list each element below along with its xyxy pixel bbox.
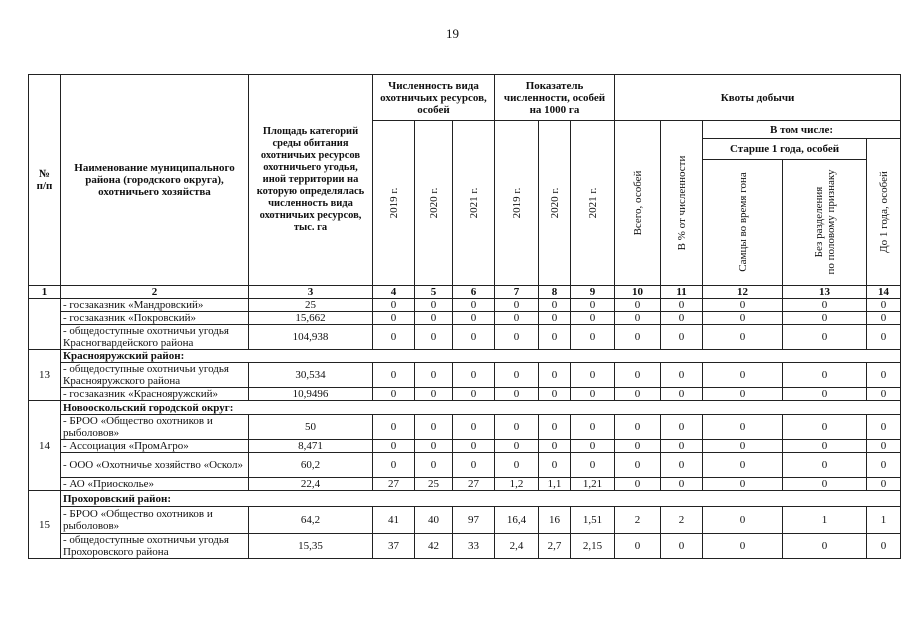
column-number: 4 bbox=[373, 286, 415, 299]
row-value: 0 bbox=[571, 440, 615, 453]
row-value: 1,21 bbox=[571, 478, 615, 491]
table-row bbox=[29, 453, 901, 478]
header-quotas: Квоты добычи bbox=[615, 75, 901, 121]
district-row bbox=[29, 350, 901, 363]
row-value: 104,938 bbox=[249, 325, 373, 350]
district-row bbox=[29, 401, 901, 415]
row-value: 0 bbox=[495, 325, 539, 350]
row-value: 0 bbox=[661, 440, 703, 453]
row-value: 16,4 bbox=[495, 507, 539, 534]
row-value: 0 bbox=[703, 363, 783, 388]
row-value: 0 bbox=[867, 388, 901, 401]
column-number: 11 bbox=[661, 286, 703, 299]
row-value: 37 bbox=[373, 534, 415, 559]
row-value: 0 bbox=[495, 312, 539, 325]
row-value: 0 bbox=[867, 325, 901, 350]
row-value: 0 bbox=[539, 453, 571, 478]
row-value: 0 bbox=[783, 363, 867, 388]
column-numbers-row bbox=[29, 286, 901, 299]
row-name: - Ассоциация «ПромАгро» bbox=[61, 440, 249, 453]
table-row bbox=[29, 478, 901, 491]
row-value: 0 bbox=[453, 325, 495, 350]
row-value: 1,2 bbox=[495, 478, 539, 491]
row-value: 0 bbox=[661, 453, 703, 478]
district-name: Краснояружский район: bbox=[61, 350, 901, 363]
header-y2019-pop: 2019 г. bbox=[373, 121, 415, 286]
row-value: 2 bbox=[615, 507, 661, 534]
row-value: 0 bbox=[867, 312, 901, 325]
row-name: - БРОО «Общество охотников и рыболовов» bbox=[61, 507, 249, 534]
row-value: 2 bbox=[661, 507, 703, 534]
row-value: 0 bbox=[615, 453, 661, 478]
row-value: 0 bbox=[867, 440, 901, 453]
row-value: 16 bbox=[539, 507, 571, 534]
row-value: 2,15 bbox=[571, 534, 615, 559]
district-row bbox=[29, 491, 901, 507]
row-value: 0 bbox=[453, 453, 495, 478]
row-value: 0 bbox=[373, 325, 415, 350]
row-value: 2,4 bbox=[495, 534, 539, 559]
row-value: 0 bbox=[783, 388, 867, 401]
header-including: В том числе: bbox=[703, 121, 901, 139]
row-value: 27 bbox=[453, 478, 495, 491]
row-value: 0 bbox=[661, 534, 703, 559]
row-value: 0 bbox=[373, 388, 415, 401]
row-value: 0 bbox=[539, 299, 571, 312]
row-name: - общедоступные охотничьи угодья Красногвардейского района bbox=[61, 325, 249, 350]
row-value: 0 bbox=[495, 440, 539, 453]
row-value: 0 bbox=[539, 363, 571, 388]
row-value: 10,9496 bbox=[249, 388, 373, 401]
row-value: 0 bbox=[615, 299, 661, 312]
row-value: 27 bbox=[373, 478, 415, 491]
column-number: 6 bbox=[453, 286, 495, 299]
row-name: - госзаказник «Краснояружский» bbox=[61, 388, 249, 401]
row-value: 0 bbox=[539, 440, 571, 453]
row-value: 60,2 bbox=[249, 453, 373, 478]
row-index bbox=[29, 299, 61, 350]
table-row bbox=[29, 363, 901, 388]
row-value: 0 bbox=[783, 299, 867, 312]
table-row bbox=[29, 534, 901, 559]
table-row bbox=[29, 415, 901, 440]
column-number: 1 bbox=[29, 286, 61, 299]
row-value: 0 bbox=[783, 478, 867, 491]
row-name: - госзаказник «Мандровский» bbox=[61, 299, 249, 312]
row-value: 0 bbox=[661, 388, 703, 401]
row-value: 8,471 bbox=[249, 440, 373, 453]
row-value: 1,51 bbox=[571, 507, 615, 534]
row-value: 0 bbox=[415, 325, 453, 350]
row-value: 30,534 bbox=[249, 363, 373, 388]
row-value: 0 bbox=[783, 312, 867, 325]
row-value: 0 bbox=[571, 415, 615, 440]
row-value: 0 bbox=[453, 440, 495, 453]
row-value: 15,662 bbox=[249, 312, 373, 325]
row-value: 22,4 bbox=[249, 478, 373, 491]
row-value: 0 bbox=[661, 415, 703, 440]
row-value: 1 bbox=[783, 507, 867, 534]
row-value: 0 bbox=[615, 534, 661, 559]
row-value: 0 bbox=[571, 363, 615, 388]
row-value: 0 bbox=[415, 312, 453, 325]
row-value: 0 bbox=[373, 415, 415, 440]
row-value: 0 bbox=[373, 453, 415, 478]
header-name: Наименование муниципального района (городского округа), охотничьего хозяйства bbox=[61, 75, 249, 286]
row-value: 15,35 bbox=[249, 534, 373, 559]
row-value: 0 bbox=[703, 534, 783, 559]
row-value: 0 bbox=[615, 415, 661, 440]
table-row bbox=[29, 507, 901, 534]
row-value: 0 bbox=[661, 478, 703, 491]
row-value: 41 bbox=[373, 507, 415, 534]
row-value: 0 bbox=[661, 325, 703, 350]
column-number: 3 bbox=[249, 286, 373, 299]
header-y2021-pop: 2021 г. bbox=[453, 121, 495, 286]
row-index: 14 bbox=[29, 401, 61, 491]
column-number: 8 bbox=[539, 286, 571, 299]
row-value: 0 bbox=[661, 363, 703, 388]
row-value: 0 bbox=[703, 299, 783, 312]
row-value: 2,7 bbox=[539, 534, 571, 559]
row-name: - общедоступные охотничьи угодья Прохоровского района bbox=[61, 534, 249, 559]
row-value: 0 bbox=[867, 415, 901, 440]
row-value: 1 bbox=[867, 507, 901, 534]
row-value: 0 bbox=[453, 312, 495, 325]
row-value: 0 bbox=[373, 440, 415, 453]
row-value: 0 bbox=[415, 440, 453, 453]
header-nosex: Без разделения по половому признаку bbox=[783, 159, 867, 286]
row-value: 0 bbox=[571, 312, 615, 325]
table-row bbox=[29, 325, 901, 350]
table-body bbox=[29, 299, 901, 559]
row-value: 0 bbox=[495, 388, 539, 401]
row-value: 0 bbox=[867, 453, 901, 478]
row-name: - общедоступные охотничьи угодья Краснояружского района bbox=[61, 363, 249, 388]
row-value: 0 bbox=[415, 415, 453, 440]
row-name: - АО «Приосколье» bbox=[61, 478, 249, 491]
row-value: 0 bbox=[453, 388, 495, 401]
row-index: 13 bbox=[29, 350, 61, 401]
row-value: 0 bbox=[539, 415, 571, 440]
row-value: 0 bbox=[571, 453, 615, 478]
column-number: 14 bbox=[867, 286, 901, 299]
row-value: 0 bbox=[703, 440, 783, 453]
row-value: 0 bbox=[703, 453, 783, 478]
row-value: 97 bbox=[453, 507, 495, 534]
row-value: 0 bbox=[495, 299, 539, 312]
row-value: 0 bbox=[415, 363, 453, 388]
table-row bbox=[29, 440, 901, 453]
row-value: 0 bbox=[615, 478, 661, 491]
row-value: 0 bbox=[453, 415, 495, 440]
row-value: 0 bbox=[615, 312, 661, 325]
row-value: 0 bbox=[867, 478, 901, 491]
row-value: 25 bbox=[415, 478, 453, 491]
row-value: 0 bbox=[661, 312, 703, 325]
row-value: 0 bbox=[703, 507, 783, 534]
header-y2020-den: 2020 г. bbox=[539, 121, 571, 286]
row-value: 0 bbox=[783, 534, 867, 559]
column-number: 13 bbox=[783, 286, 867, 299]
row-value: 0 bbox=[703, 325, 783, 350]
row-value: 0 bbox=[783, 415, 867, 440]
header-y2019-den: 2019 г. bbox=[495, 121, 539, 286]
row-value: 33 bbox=[453, 534, 495, 559]
row-value: 0 bbox=[615, 388, 661, 401]
row-value: 0 bbox=[415, 299, 453, 312]
row-value: 42 bbox=[415, 534, 453, 559]
row-value: 0 bbox=[415, 388, 453, 401]
row-value: 0 bbox=[373, 363, 415, 388]
header-area: Площадь категорий среды обитания охотничьих ресурсов охотничьего угодья, иной территории на которую определялась численность вида охотничьих ресурсов, тыс. га bbox=[249, 75, 373, 286]
row-value: 0 bbox=[571, 325, 615, 350]
row-value: 0 bbox=[453, 299, 495, 312]
row-index: 15 bbox=[29, 491, 61, 559]
header-y2021-den: 2021 г. bbox=[571, 121, 615, 286]
column-number: 2 bbox=[61, 286, 249, 299]
row-value: 0 bbox=[539, 388, 571, 401]
row-value: 0 bbox=[539, 312, 571, 325]
row-value: 0 bbox=[615, 363, 661, 388]
header-density: Показатель численности, особей на 1000 га bbox=[495, 75, 615, 121]
quota-table bbox=[28, 74, 901, 559]
row-value: 1,1 bbox=[539, 478, 571, 491]
row-value: 0 bbox=[783, 453, 867, 478]
row-value: 64,2 bbox=[249, 507, 373, 534]
header-no: № п/п bbox=[29, 75, 61, 286]
row-value: 0 bbox=[453, 363, 495, 388]
row-value: 0 bbox=[703, 388, 783, 401]
row-value: 0 bbox=[867, 363, 901, 388]
row-name: - госзаказник «Покровский» bbox=[61, 312, 249, 325]
row-value: 0 bbox=[867, 299, 901, 312]
row-value: 0 bbox=[373, 299, 415, 312]
quota-table-container bbox=[28, 74, 890, 559]
header-under1: До 1 года, особей bbox=[867, 139, 901, 286]
row-value: 0 bbox=[495, 453, 539, 478]
row-value: 50 bbox=[249, 415, 373, 440]
row-name: - ООО «Охотничье хозяйство «Оскол» bbox=[61, 453, 249, 478]
column-number: 5 bbox=[415, 286, 453, 299]
row-value: 0 bbox=[703, 312, 783, 325]
row-value: 0 bbox=[373, 312, 415, 325]
header-total: Всего, особей bbox=[615, 121, 661, 286]
column-number: 9 bbox=[571, 286, 615, 299]
row-value: 0 bbox=[571, 388, 615, 401]
row-value: 0 bbox=[615, 325, 661, 350]
row-value: 25 bbox=[249, 299, 373, 312]
row-value: 0 bbox=[703, 415, 783, 440]
header-y2020-pop: 2020 г. bbox=[415, 121, 453, 286]
row-value: 0 bbox=[495, 363, 539, 388]
row-value: 0 bbox=[495, 415, 539, 440]
row-value: 0 bbox=[615, 440, 661, 453]
header-pct: В % от численности bbox=[661, 121, 703, 286]
row-value: 0 bbox=[867, 534, 901, 559]
row-value: 0 bbox=[571, 299, 615, 312]
district-name: Прохоровский район: bbox=[61, 491, 901, 507]
row-value: 0 bbox=[783, 325, 867, 350]
row-value: 0 bbox=[539, 325, 571, 350]
table-header bbox=[29, 75, 901, 299]
column-number: 10 bbox=[615, 286, 661, 299]
row-value: 0 bbox=[783, 440, 867, 453]
column-number: 7 bbox=[495, 286, 539, 299]
header-population: Численность вида охотничьих ресурсов, особей bbox=[373, 75, 495, 121]
column-number: 12 bbox=[703, 286, 783, 299]
row-value: 0 bbox=[415, 453, 453, 478]
page-number: 19 bbox=[446, 26, 459, 41]
row-name: - БРОО «Общество охотников и рыболовов» bbox=[61, 415, 249, 440]
header-males: Самцы во время гона bbox=[703, 159, 783, 286]
table-row bbox=[29, 388, 901, 401]
row-value: 0 bbox=[703, 478, 783, 491]
row-value: 0 bbox=[661, 299, 703, 312]
header-older1: Старше 1 года, особей bbox=[703, 139, 867, 160]
district-name: Новооскольский городской округ: bbox=[61, 401, 901, 415]
table-row bbox=[29, 299, 901, 312]
table-row bbox=[29, 312, 901, 325]
row-value: 40 bbox=[415, 507, 453, 534]
